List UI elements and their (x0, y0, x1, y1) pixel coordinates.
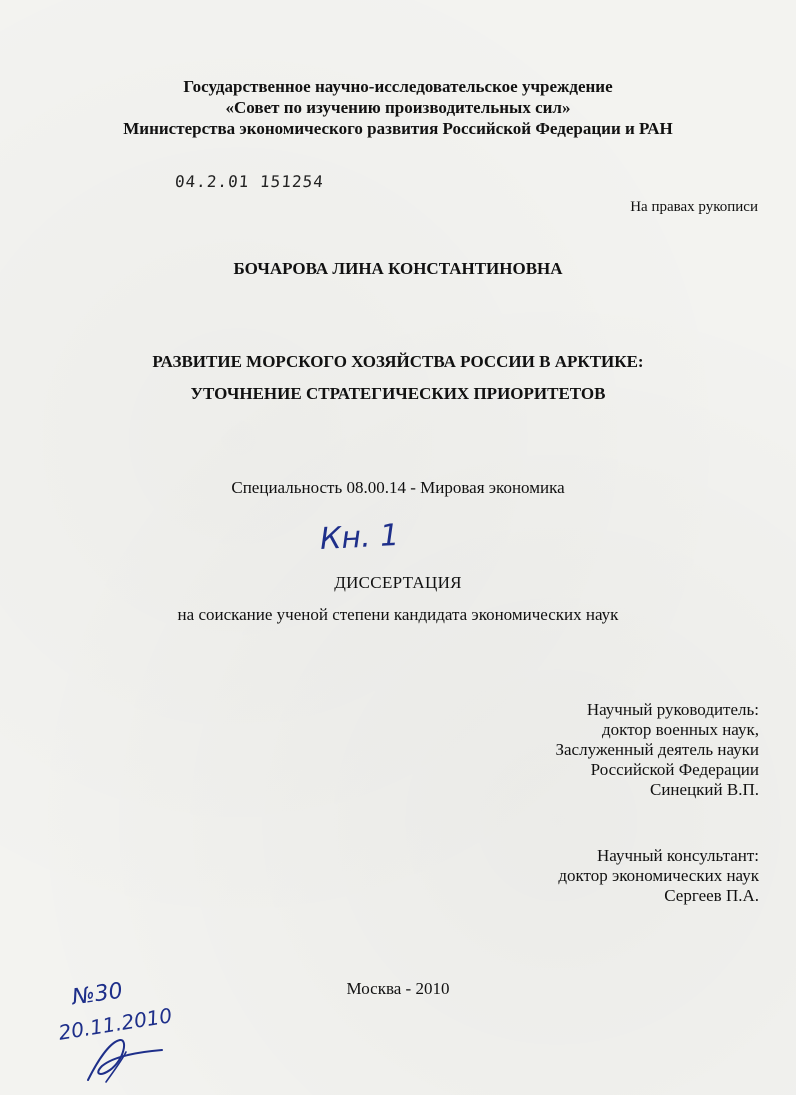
organization-line-3: Министерства экономического развития Российской Федерации и РАН (123, 119, 673, 138)
supervisor-degree: доктор военных наук, (602, 720, 759, 739)
organization-line-2: «Совет по изучению производительных сил» (225, 98, 571, 117)
registration-number: 04.2.01 151254 (174, 172, 325, 191)
document-type: ДИССЕРТАЦИЯ (334, 573, 462, 592)
handwritten-number: №30 (70, 978, 125, 1011)
handwritten-date: 20.11.2010 (56, 1003, 174, 1045)
consultant-block (558, 846, 759, 906)
signature-icon (80, 1030, 170, 1090)
consultant-degree: доктор экономических наук (558, 866, 759, 885)
city-year: Москва - 2010 (346, 979, 450, 998)
supervisor-block (555, 700, 759, 800)
organization-line-1: Государственное научно-исследовательское учреждение (183, 77, 613, 96)
thesis-title-line-1: РАЗВИТИЕ МОРСКОГО ХОЗЯЙСТВА РОССИИ В АРКТИКЕ: (152, 352, 644, 371)
supervisor-name: Синецкий В.П. (650, 780, 759, 799)
manuscript-note: На правах рукописи (630, 199, 758, 215)
handwritten-volume: Кн. 1 (319, 517, 400, 558)
supervisor-honor-1: Заслуженный деятель науки (555, 740, 759, 759)
thesis-title-line-2: УТОЧНЕНИЕ СТРАТЕГИЧЕСКИХ ПРИОРИТЕТОВ (190, 384, 606, 403)
consultant-name: Сергеев П.А. (664, 886, 759, 905)
degree-line: на соискание ученой степени кандидата экономических наук (177, 605, 619, 624)
consultant-label: Научный консультант: (597, 846, 759, 865)
specialty: Специальность 08.00.14 - Мировая экономика (231, 478, 565, 497)
supervisor-label: Научный руководитель: (586, 700, 759, 719)
author-name: БОЧАРОВА ЛИНА КОНСТАНТИНОВНА (233, 259, 563, 278)
supervisor-honor-2: Российской Федерации (590, 760, 759, 779)
